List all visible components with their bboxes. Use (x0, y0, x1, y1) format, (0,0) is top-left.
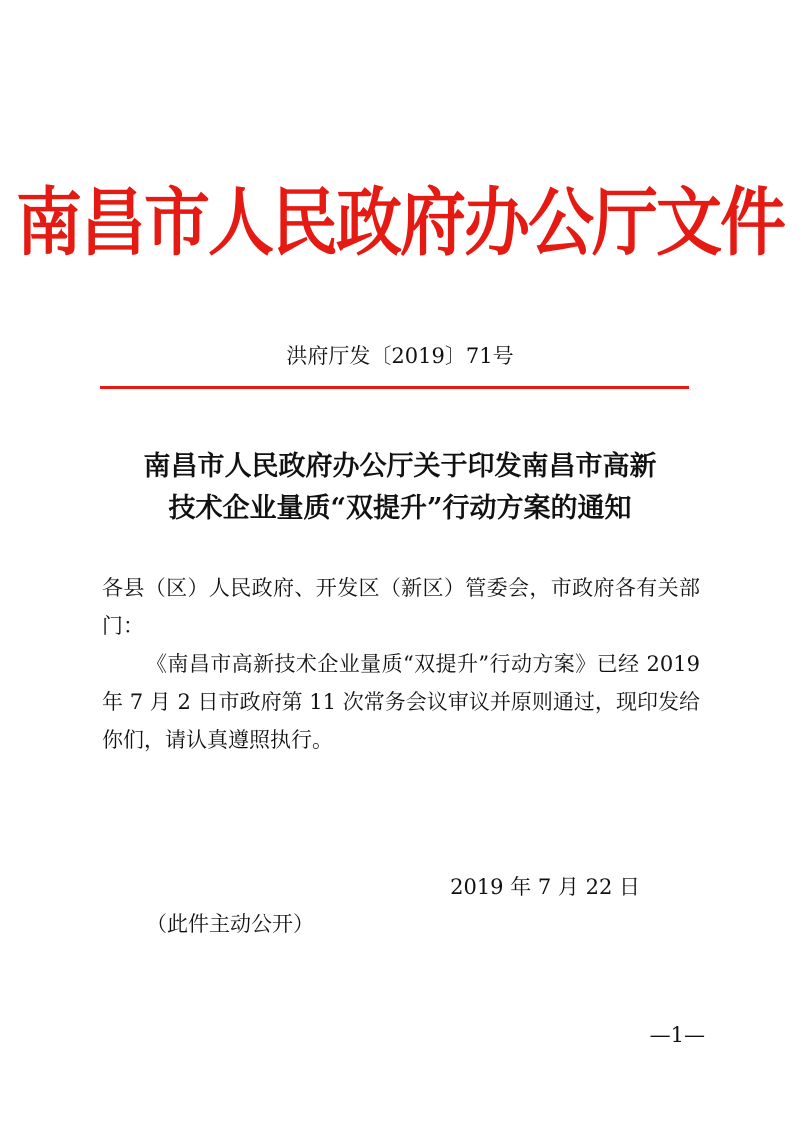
document-title-line-2: 技术企业量质“双提升”行动方案的通知 (168, 493, 632, 524)
document-title-line-1: 南昌市人民政府办公厅关于印发南昌市高新 (143, 451, 657, 482)
public-disclosure-note: （此件主动公开） (146, 912, 314, 936)
document-number: 洪府厅发〔2019〕71号 (286, 344, 514, 368)
body-paragraph-line-1: 《南昌市高新技术企业量质“双提升”行动方案》已经 2019 (146, 652, 700, 676)
addressee-line-1: 各县（区）人民政府、开发区（新区）管委会，市政府各有关部 (102, 576, 700, 600)
page-number: —1— (649, 1023, 705, 1047)
red-divider-line (100, 386, 689, 389)
body-paragraph-line-3: 你们，请认真遵照执行。 (102, 728, 333, 752)
body-paragraph-line-2: 年 7 月 2 日市政府第 11 次常务会议审议并原则通过，现印发给 (102, 690, 700, 714)
issue-date: 2019 年 7 月 22 日 (450, 875, 640, 899)
masthead-title: 南昌市人民政府办公厅文件 (16, 178, 784, 267)
addressee-line-2: 门： (102, 614, 144, 638)
